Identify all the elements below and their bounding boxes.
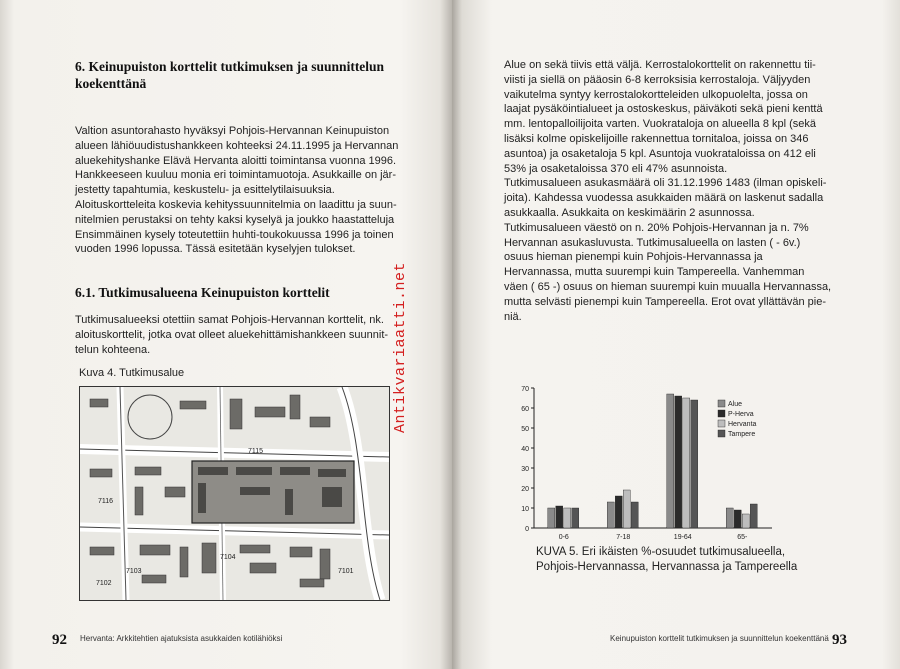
text-line: osuus hieman pienempi kuin Pohjois-Hervannassa ja xyxy=(504,251,763,264)
bar xyxy=(572,508,579,528)
bar xyxy=(734,510,741,528)
bar xyxy=(691,400,698,528)
text-line: Hervannassa, mutta suurempi kuin Tampereella. Vanhemman xyxy=(504,266,805,279)
text-line: asuntoa) ja osaketaloja 5 kpl. Asuntoja vuokrataloissa on 412 eli xyxy=(504,147,816,160)
text-line: 53% ja osaketaloissa 370 eli 47% asunnoista. xyxy=(504,162,728,175)
text-line: viisti ja siellä on pääosin 6-8 kerroksisia kerrostaloja. Väljyyden xyxy=(504,73,811,86)
bar xyxy=(726,508,733,528)
heading-line-1: 6. Keinupuiston korttelit tutkimuksen ja suunnittelun xyxy=(75,59,385,74)
bar xyxy=(683,398,690,528)
text-line: väen ( 65 -) osuus on hieman suurempi kuin muualla Hervannassa, xyxy=(504,280,832,293)
bar xyxy=(615,496,622,528)
y-tick-label: 70 xyxy=(521,386,529,393)
bar xyxy=(623,490,630,528)
text-line: Tutkimusalueeksi otettiin samat Pohjois-Hervannan korttelit, nk. xyxy=(75,314,384,326)
map-label: 7103 xyxy=(126,568,142,575)
y-tick-label: 10 xyxy=(521,506,529,513)
bar xyxy=(750,504,757,528)
bar xyxy=(667,394,674,528)
chapter-heading xyxy=(75,58,384,92)
text-line: vaikutelma syntyy kerrostalokortteleiden ulkopuolelta, jossa on xyxy=(504,88,808,101)
caption-line-2: Pohjois-Hervannassa, Hervannassa ja Tampereella xyxy=(536,561,798,573)
x-tick-label: 7-18 xyxy=(616,534,631,541)
caption-line-1: KUVA 5. Eri ikäisten %-osuudet tutkimusalueella, xyxy=(536,546,786,558)
text-line: alueen lähiöuudistushankkeen kohteeksi 24.11.1995 ja Hervannan xyxy=(75,139,399,152)
age-distribution-chart xyxy=(510,382,780,542)
text-line: lisäksi kolme opiskelijoille rakennettua tornitaloa, joissa on 346 xyxy=(504,132,809,145)
text-line: Tutkimusalueen asukasmäärä oli 31.12.1996 1483 (ilman opiskeli- xyxy=(504,177,827,190)
bar xyxy=(607,502,614,528)
bar xyxy=(556,506,563,528)
footer-right: Keinupuiston korttelit tutkimuksen ja suunnittelun koekenttänä xyxy=(610,634,829,643)
text-line: mm. lentopalloilijoita varten. Vuokrataloja on alueella 8 kpl (sekä xyxy=(504,118,817,131)
legend-swatch xyxy=(718,400,725,407)
text-line: Hervannan asukasluvusta. Tutkimusalueella on lasten ( - 6v.) xyxy=(504,236,801,249)
legend-label: Hervanta xyxy=(728,421,757,428)
intro-paragraph xyxy=(75,124,398,257)
map-drawing xyxy=(80,387,389,600)
x-tick-label: 19-64 xyxy=(673,534,692,541)
legend-label: Tampere xyxy=(728,431,756,438)
text-line: jestetty tapahtumia, keskustelu- ja esittelytilaisuuksia. xyxy=(75,184,335,197)
text-line: telun kohteena. xyxy=(75,343,151,356)
y-tick-label: 0 xyxy=(525,526,529,533)
section-paragraph xyxy=(75,313,388,357)
page-number-left: 92 xyxy=(52,632,67,648)
body-paragraph xyxy=(504,58,831,324)
text-line: aluekehityshanke Elävä Hervanta aloitti toimintansa vuonna 1996. xyxy=(75,154,397,167)
bar xyxy=(564,508,571,528)
page-number-right: 93 xyxy=(832,632,847,648)
x-tick-label: 65- xyxy=(737,534,748,541)
y-tick-label: 20 xyxy=(521,486,529,493)
text-line: laajat pysäköintialueet ja ostoskeskus, päiväkoti sekä pieni kenttä xyxy=(504,103,823,116)
bar xyxy=(631,502,638,528)
figure-caption xyxy=(536,545,797,575)
text-line: nitelmien perustaksi on tehty kaksi kyselyä ja joukko haastatteluja xyxy=(75,213,395,226)
legend-swatch xyxy=(718,410,725,417)
text-line: vuoden 1996 lopussa. Tässä esitetään kyselyjen tulokset. xyxy=(75,243,356,256)
y-tick-label: 40 xyxy=(521,446,529,453)
figure-label: Kuva 4. Tutkimusalue xyxy=(79,367,185,379)
footer-left: Hervanta: Arkkitehtien ajatuksista asukkaiden kotilähiöksi xyxy=(80,634,283,643)
x-tick-label: 0-6 xyxy=(558,534,569,541)
legend-label: P-Herva xyxy=(728,411,754,418)
text-line: Aloituskortteleita koskevia kehityssuunnitelmia on laadittu ja suun- xyxy=(75,198,397,211)
study-area-map xyxy=(79,386,390,601)
map-label: 7102 xyxy=(96,580,112,587)
legend-swatch xyxy=(718,430,725,437)
text-line: asukkaalla. Asukkaita on keskimäärin 2 asunnossa. xyxy=(504,206,755,219)
text-line: Hankkeeseen kuuluu monia eri toimintamuotoja. Asukkaille on jär- xyxy=(75,169,397,182)
map-label: 7116 xyxy=(98,498,114,505)
text-line: Alue on sekä tiivis että väljä. Kerrostalokorttelit on rakennettu tii- xyxy=(504,59,816,71)
map-label: 7104 xyxy=(220,554,236,561)
watermark-stamp: Antikvariaatti.net xyxy=(392,262,409,434)
y-tick-label: 60 xyxy=(521,406,529,413)
y-tick-label: 30 xyxy=(521,466,529,473)
bar xyxy=(742,514,749,528)
map-label: 7101 xyxy=(338,568,354,575)
bar xyxy=(675,396,682,528)
text-line: Ensimmäinen kysely toteutettiin huhti-toukokuussa 1996 ja toinen xyxy=(75,228,394,241)
legend-swatch xyxy=(718,420,725,427)
right-page xyxy=(452,0,900,669)
text-line: mutta selvästi pienempi kuin Tampereella. Erot ovat yllättävän pie- xyxy=(504,295,827,308)
text-line: aloituskorttelit, jotka ovat olleet aluekehittämishankkeen suunnit- xyxy=(75,328,389,341)
text-line: joita). Kahdessa vuodessa asukkaiden määrä on laskenut sadalla xyxy=(504,192,824,205)
heading-line-2: koekenttänä xyxy=(75,76,147,91)
legend-label: Alue xyxy=(728,401,743,408)
text-line: Tutkimusalueen väestö on n. 20% Pohjois-Hervannan ja n. 7% xyxy=(504,221,809,234)
text-line: niä. xyxy=(504,310,522,323)
bar xyxy=(548,508,555,528)
text-line: Valtion asuntorahasto hyväksyi Pohjois-Hervannan Keinupuiston xyxy=(75,125,390,137)
y-tick-label: 50 xyxy=(521,426,529,433)
map-label: 7115 xyxy=(248,448,264,455)
section-heading: 6.1. Tutkimusalueena Keinupuiston korttelit xyxy=(75,285,330,300)
